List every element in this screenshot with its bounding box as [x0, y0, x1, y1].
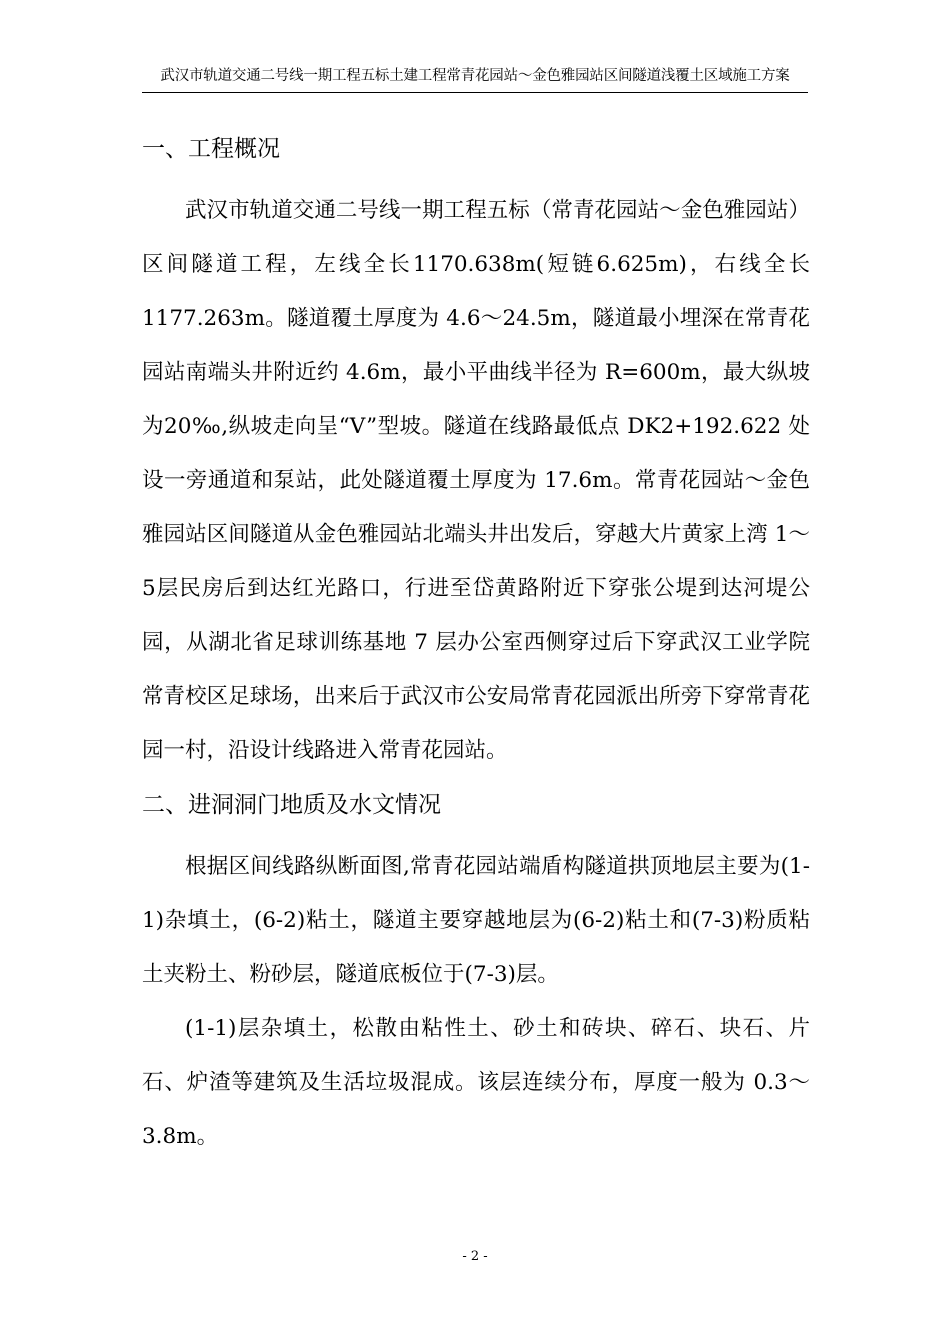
paragraph: (1-1)层杂填土，松散由粘性土、砂土和砖块、碎石、块石、片石、炉渣等建筑及生活垃圾混成。该层连续分布，厚度一般为 0.3～3.8m。: [142, 1016, 810, 1149]
paragraph: 武汉市轨道交通二号线一期工程五标（常青花园站～金色雅园站）区间隧道工程，左线全长1170.638m(短链6.625m)，右线全长1177.263m。隧道覆土厚度为 4.6～24.5m，隧道最小埋深在常青花园站南端头井附近约 4.6m，最小平曲线半径为 R=600m，最大纵坡为20‰,纵坡走向呈“V”型坡。隧道在线路最低点 DK2+192.622 处设一旁通道和泵站，此处隧道覆土厚度为 17.6m。常青花园站～金色雅园站区间隧道从金色雅园站北端头井出发后，穿越大片黄家上湾 1～5层民房后到达红光路口，行进至岱黄路附近下穿张公堤到达河堤公园，从湖北省足球训练基地 7 层办公室西侧穿过后下穿武汉工业学院常青校区足球场，出来后于武汉市公安局常青花园派出所旁下穿常青花园一村，沿设计线路进入常青花园站。: [142, 198, 810, 763]
document-body: [142, 122, 810, 1164]
running-header: 武汉市轨道交通二号线一期工程五标土建工程常青花园站～金色雅园站区间隧道浅覆土区域施工方案: [142, 64, 808, 93]
section-heading: 二、进洞洞门地质及水文情况: [142, 792, 441, 818]
paragraph: 根据区间线路纵断面图,常青花园站端盾构隧道拱顶地层主要为(1-1)杂填土，(6-2)粘土，隧道主要穿越地层为(6-2)粘土和(7-3)粉质粘土夹粉土、粉砂层，隧道底板位于(7-3)层。: [142, 854, 810, 987]
section-heading: 一、工程概况: [142, 136, 280, 162]
page-number: - 2 -: [462, 1249, 488, 1264]
